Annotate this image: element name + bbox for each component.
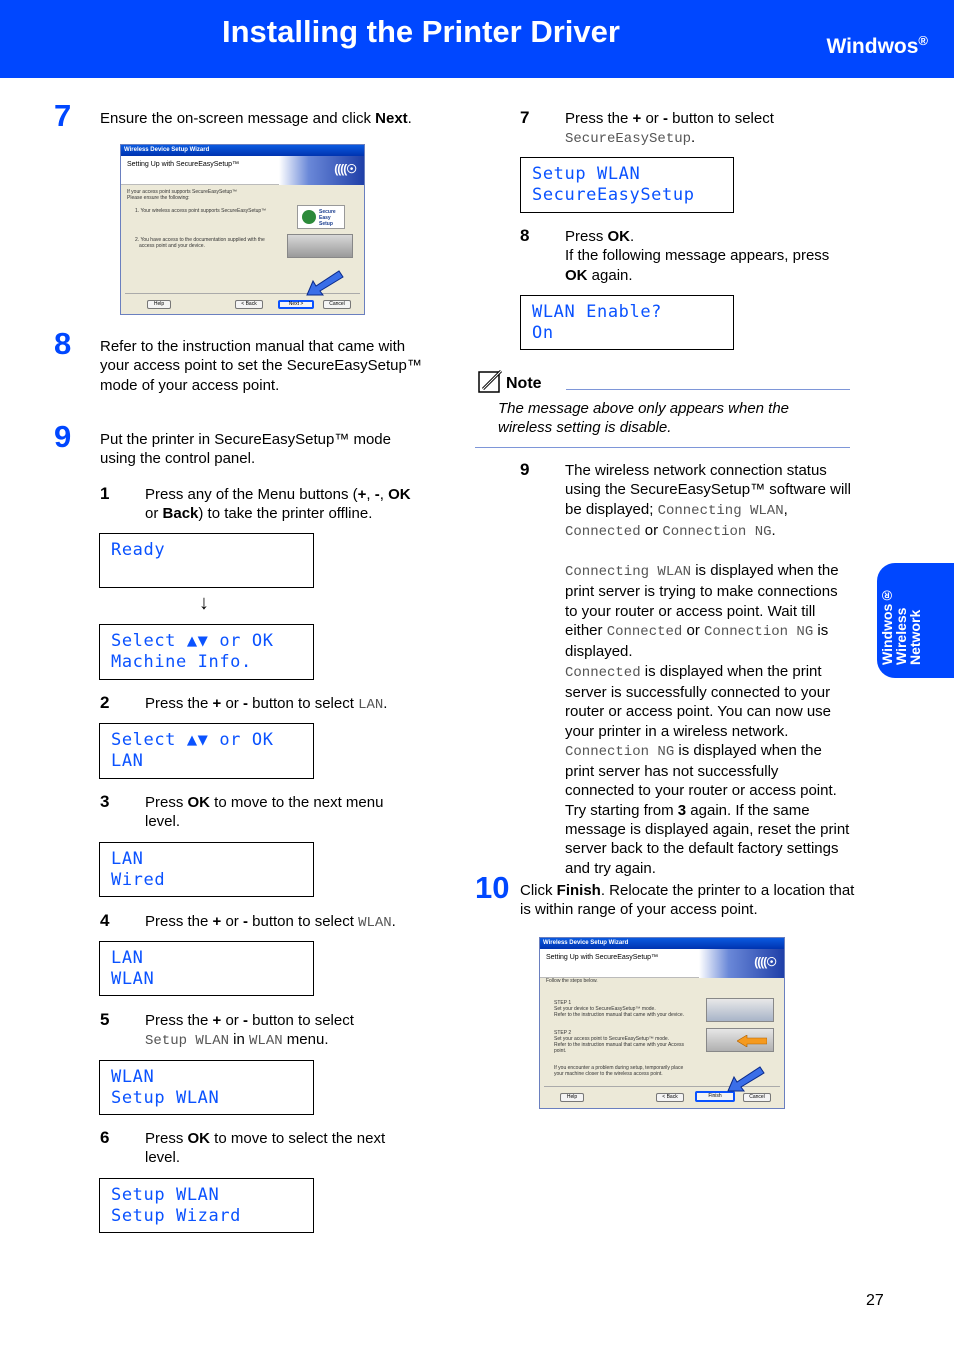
tip-line-1: If you encounter a problem during setup, temporarily place: [554, 1065, 684, 1071]
lcd-line-1: Setup WLAN: [111, 1185, 220, 1205]
note-text: The message above only appears when the wireless setting is disable.: [498, 400, 790, 437]
wizard-intro: Follow the steps below.: [546, 978, 598, 984]
lcd-line-2: Wired: [111, 870, 166, 890]
step-9-text: Put the printer in SecureEasySetup™ mode using the control panel.: [100, 431, 391, 468]
lcd-line-1: Setup WLAN: [532, 164, 641, 184]
wizard-item-2b: access point and your device.: [139, 243, 205, 249]
lcd-lan-wlan: [99, 941, 314, 996]
note-bottom-rule: [475, 447, 850, 448]
side-tab-label: Windwos® Wireless Network: [879, 587, 923, 665]
documentation-book-icon: [287, 234, 353, 258]
wizard-heading: Setting Up with SecureEasySetup™: [546, 954, 659, 961]
step2-line-3: point.: [554, 1048, 567, 1054]
status-paragraph-2: Connecting WLAN is displayed when the print server is trying to make connections to your router or access point. Wait till either Connected or Connection NG is displayed.: [565, 562, 839, 661]
step1-title: STEP 1: [554, 1000, 572, 1006]
wizard-titlebar: Wireless Device Setup Wizard: [121, 145, 364, 156]
header-os-name: Windwos: [826, 35, 919, 58]
step-7-text: Ensure the on-screen message and click Next.: [100, 110, 412, 127]
lcd-line-2: WLAN: [111, 969, 155, 989]
substep-8-number: 8: [520, 226, 530, 245]
step-8-text: Refer to the instruction manual that came with your access point to set the SecureEasySetup™ mode of your access point.: [100, 338, 422, 394]
lcd-line-1: Select ▲▼ or OK: [111, 730, 274, 750]
registered-mark: ®: [918, 33, 928, 48]
substep-4-text: Press the + or - button to select WLAN.: [145, 913, 396, 931]
step-7-number: 7: [54, 98, 72, 133]
substep-5-number: 5: [100, 1010, 110, 1029]
lcd-wlan-setup: [99, 1060, 314, 1115]
step-9-number: 9: [54, 419, 72, 454]
wizard-heading: Setting Up with SecureEasySetup™: [127, 161, 240, 168]
lcd-line-2: LAN: [111, 751, 144, 771]
next-button[interactable]: Next >: [278, 300, 314, 309]
cancel-button[interactable]: Cancel: [323, 300, 351, 309]
wireless-logo-icon: ((((☉: [279, 156, 364, 185]
wizard-item-2a: 2. You have access to the documentation supplied with the: [135, 237, 265, 243]
note-title: Note: [506, 375, 542, 392]
lcd-ready: [99, 533, 314, 588]
lcd-line-1: Ready: [111, 540, 166, 560]
substep-6-number: 6: [100, 1128, 110, 1147]
substep-1-text: Press any of the Menu buttons (+, -, OK or Back) to take the printer offline.: [145, 486, 411, 523]
wizard-intro-line-1: If your access point supports SecureEasySetup™: [127, 189, 238, 195]
status-paragraph-1: The wireless network connection status using the SecureEasySetup™ software will be displayed; Connecting WLAN, Connected or Connection NG.: [565, 462, 851, 540]
cancel-button[interactable]: Cancel: [743, 1093, 771, 1102]
wizard-screenshot-2: [539, 937, 785, 1109]
wizard-intro-line-2: Please ensure the following:: [127, 195, 190, 201]
status-paragraph-3: Connected is displayed when the print server is successfully connected to your router or access point. You can now use your printer in a wireless network.: [565, 662, 832, 740]
lcd-secure-easy-setup: [520, 157, 734, 213]
access-point-icon: [706, 1028, 774, 1052]
lcd-wlan-enable: [520, 295, 734, 350]
note-pencil-icon: [477, 369, 505, 395]
substep-2-text: Press the + or - button to select LAN.: [145, 695, 388, 713]
step1-line-2: Refer to the instruction manual that came with your device.: [554, 1012, 685, 1018]
note-top-rule: [566, 389, 850, 390]
substep-7-number: 7: [520, 108, 530, 127]
lcd-line-2: SecureEasySetup: [532, 185, 695, 205]
secure-easy-setup-badge-icon: [297, 205, 345, 229]
tip-line-2: your machine closer to the wireless access point.: [554, 1071, 663, 1077]
lcd-line-2: Machine Info.: [111, 652, 252, 672]
substep-9-text: [565, 461, 851, 878]
lcd-line-1: LAN: [111, 948, 144, 968]
substep-6-text: Press OK to move to select the next level.: [145, 1130, 386, 1167]
substep-4-number: 4: [100, 911, 110, 930]
wireless-logo-icon: ((((☉: [699, 949, 784, 978]
badge-globe-icon: [302, 210, 316, 224]
substep-1-number: 1: [100, 484, 110, 503]
lcd-line-1: WLAN: [111, 1067, 155, 1087]
finish-button[interactable]: Finish: [695, 1091, 735, 1102]
lcd-setup-wizard: [99, 1178, 314, 1233]
wizard-screenshot-1: [120, 144, 365, 315]
wizard-titlebar: Wireless Device Setup Wizard: [540, 938, 784, 949]
wizard-header: [540, 949, 784, 978]
page-number: 27: [866, 1292, 884, 1309]
orange-arrow-icon: [737, 1035, 767, 1047]
substep-8-text: Press OK. If the following message appears, press OK again.: [565, 228, 830, 284]
step2-title: STEP 2: [554, 1030, 572, 1036]
lcd-select-lan: [99, 723, 314, 779]
substep-5-text: Press the + or - button to select Setup WLAN in WLAN menu.: [145, 1012, 354, 1050]
substep-7-text: Press the + or - button to select SecureEasySetup.: [565, 110, 774, 148]
step-10-text: Click Finish. Relocate the printer to a location that is within range of your access point.: [520, 882, 855, 919]
pointer-arrow-icon: [305, 269, 345, 297]
step-10-number: 10: [475, 870, 510, 905]
back-button[interactable]: < Back: [656, 1093, 684, 1102]
status-paragraph-4: Connection NG is displayed when the print server has not successfully connected to your router or access point. Try starting from 3 again. If the same message is displayed again, reset the print server back to the default factory settings and try again.: [565, 741, 850, 877]
substep-3-text: Press OK to move to the next menu level.: [145, 794, 384, 831]
header-os-label: [826, 33, 928, 59]
wizard-item-1: 1. Your wireless access point supports SecureEasySetup™: [135, 208, 267, 214]
help-button[interactable]: Help: [560, 1093, 584, 1102]
step-8-number: 8: [54, 326, 72, 361]
substep-2-number: 2: [100, 693, 110, 712]
back-button[interactable]: < Back: [235, 300, 263, 309]
step2-line-1: Set your access point to SecureEasySetup™ mode.: [554, 1036, 670, 1042]
pointer-arrow-icon: [726, 1065, 766, 1093]
lcd-line-1: LAN: [111, 849, 144, 869]
help-button[interactable]: Help: [147, 300, 171, 309]
badge-text: Secure Easy Setup: [319, 209, 336, 227]
lcd-lan-wired: [99, 842, 314, 897]
lcd-select-machine-info: [99, 624, 314, 680]
substep-9-number: 9: [520, 460, 530, 479]
lcd-line-2: Setup WLAN: [111, 1088, 220, 1108]
wizard-header: [121, 156, 364, 185]
lcd-line-1: WLAN Enable?: [532, 302, 663, 322]
step2-line-2: Refer to the instruction manual that came with your Access: [554, 1042, 685, 1048]
substep-3-number: 3: [100, 792, 110, 811]
lcd-line-2: Setup Wizard: [111, 1206, 242, 1226]
lcd-line-1: Select ▲▼ or OK: [111, 631, 274, 651]
step1-line-1: Set your device to SecureEasySetup™ mode.: [554, 1006, 656, 1012]
printer-icon: [706, 998, 774, 1022]
down-arrow-icon: ↓: [199, 592, 209, 614]
page-title: Installing the Printer Driver: [222, 14, 620, 49]
lcd-line-2: On: [532, 323, 554, 343]
